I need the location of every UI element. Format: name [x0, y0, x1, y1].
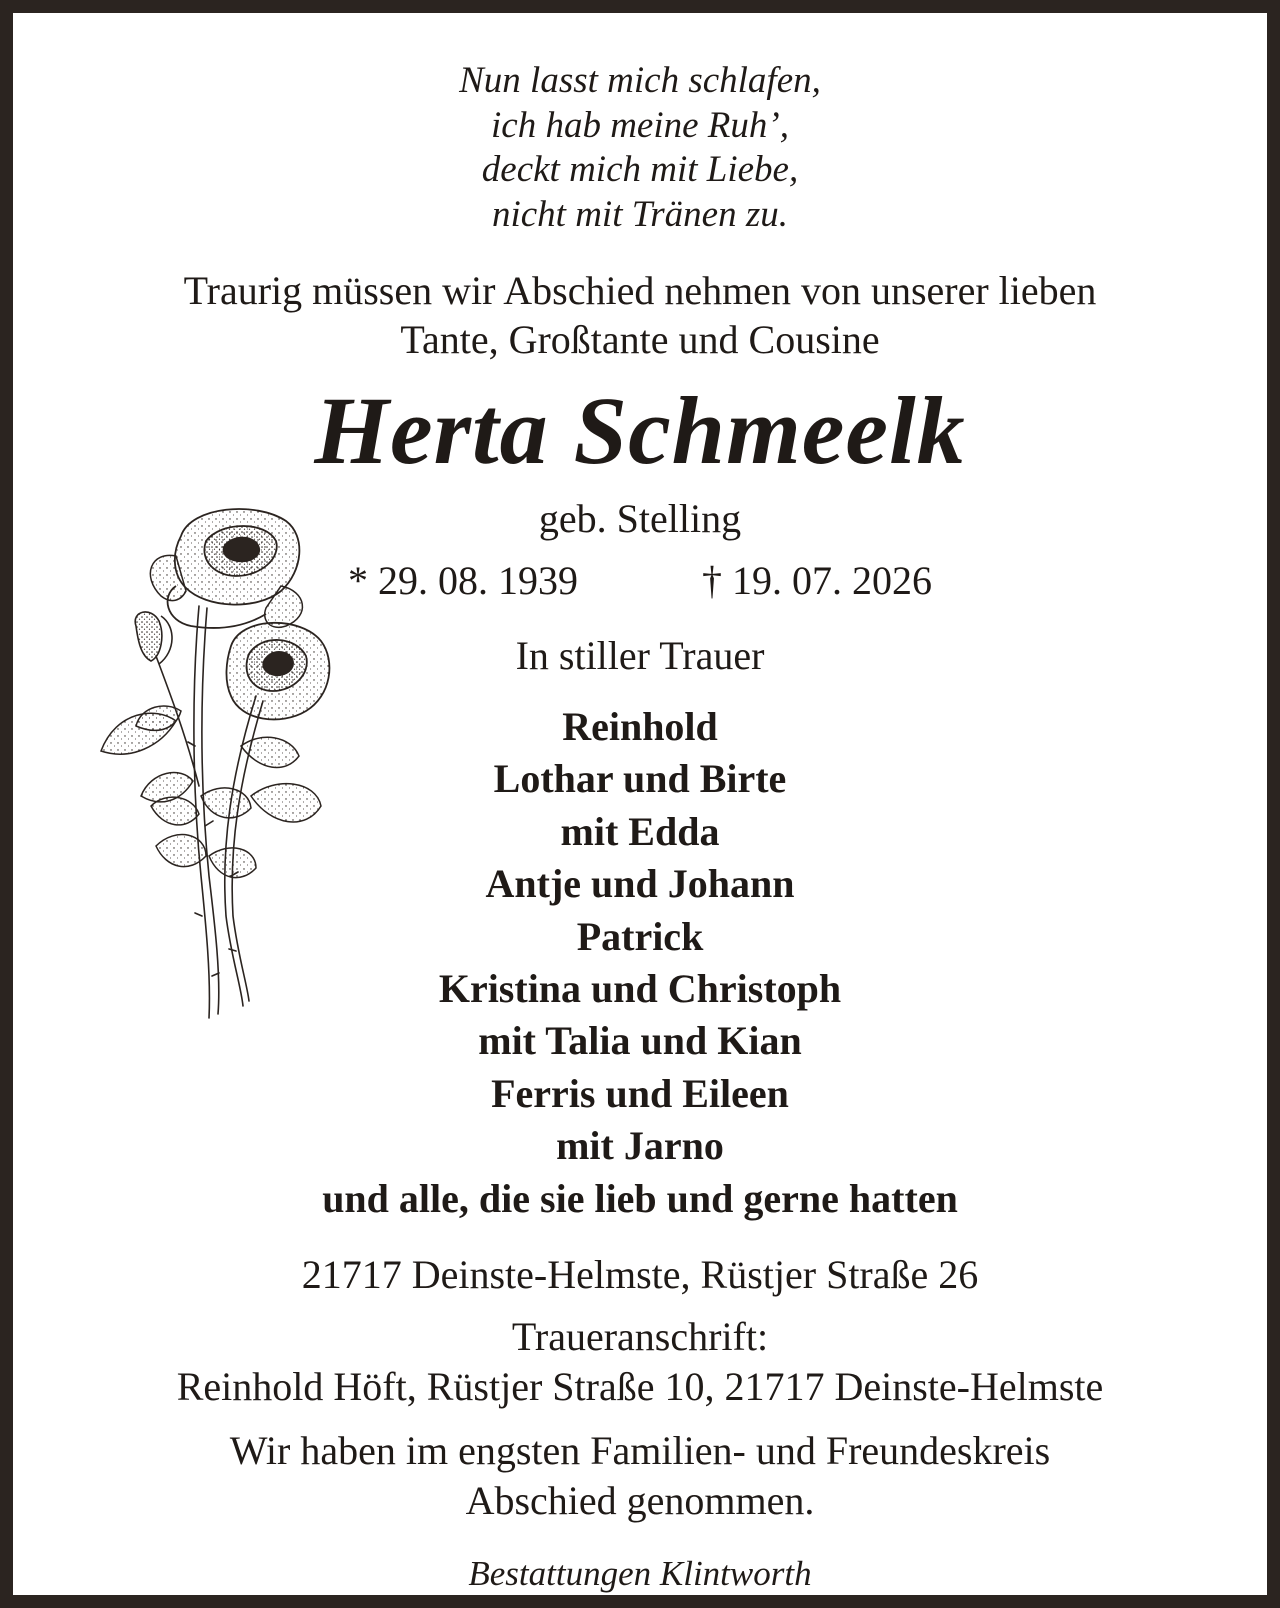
obituary-content — [26, 26, 1254, 1593]
mourning-phrase: In stiller Trauer — [515, 633, 765, 678]
mourner-line: mit Talia und Kian — [478, 1018, 802, 1064]
mourner-line: und alle, die sie lieb und gerne hatten — [322, 1175, 958, 1221]
mourner-line: mit Edda — [560, 808, 720, 854]
birth-date: * 29. 08. 1939 — [348, 558, 578, 603]
mourner-line: Antje und Johann — [485, 861, 795, 907]
poem-line: nicht mit Tränen zu. — [491, 193, 789, 235]
mourner-line: mit Jarno — [556, 1123, 724, 1169]
maiden-name: geb. Stelling — [538, 496, 742, 541]
mourner-line: Ferris und Eileen — [491, 1070, 789, 1116]
poem-line: Nun lasst mich schlafen, — [459, 60, 821, 101]
farewell-line: Wir haben im engsten Familien- und Freundeskreis — [229, 1428, 1051, 1473]
mourning-address-value: Reinhold Höft, Rüstjer Straße 10, 21717 Deinste-Helmste — [176, 1364, 1104, 1409]
death-date: † 19. 07. 2026 — [702, 558, 932, 603]
mourning-address-label: Traueranschrift: — [511, 1314, 769, 1359]
mourner-line: Patrick — [576, 913, 704, 959]
mourner-line: Lothar und Birte — [493, 756, 787, 802]
mourner-line: Kristina und Christoph — [438, 966, 842, 1012]
mourner-line: Reinhold — [562, 704, 718, 749]
intro-line: Traurig müssen wir Abschied nehmen von unserer lieben — [183, 268, 1097, 313]
poem-line: deckt mich mit Liebe, — [481, 149, 799, 190]
intro-text — [26, 266, 1254, 364]
farewell-text — [26, 1426, 1254, 1526]
undertaker-name: Bestattungen Klintworth — [468, 1554, 812, 1593]
rose-icon — [81, 496, 351, 1036]
family-address: 21717 Deinste-Helmste, Rüstjer Straße 26 — [301, 1252, 979, 1297]
mourning-address — [26, 1312, 1254, 1412]
poem — [26, 59, 1254, 237]
poem-line: ich hab meine Ruh’, — [491, 104, 789, 146]
deceased-name: Herta Schmeelk — [314, 377, 966, 484]
farewell-line: Abschied genommen. — [465, 1478, 815, 1523]
intro-line: Tante, Großtante und Cousine — [400, 317, 880, 362]
